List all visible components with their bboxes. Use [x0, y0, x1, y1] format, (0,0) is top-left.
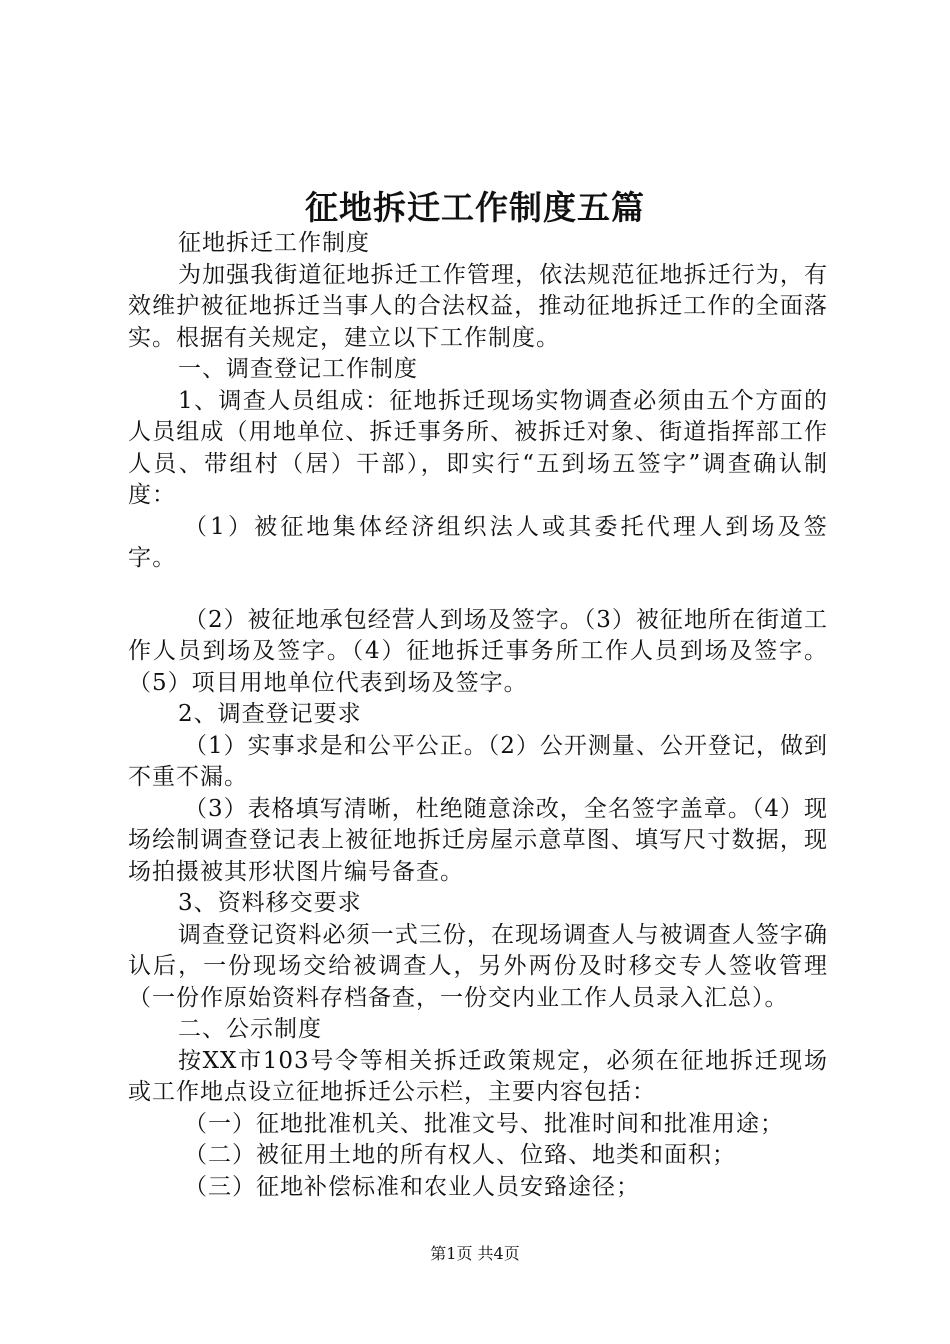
blank-line	[128, 575, 828, 605]
chapter-heading: 二、公示制度	[178, 1016, 322, 1042]
paragraph: 1、调查人员组成：征地拆迁现场实物调查必须由五个方面的人员组成（用地单位、拆迁事务所、被拆迁对象、街道指挥部工作人员、带组村（居）干部），即实行“五到场五签字”调查确认制度：	[128, 387, 828, 508]
list-item: （二）被征用土地的所有权人、位臵、地类和面积；	[184, 1142, 736, 1168]
document-body	[128, 228, 828, 1203]
section-heading: 征地拆迁工作制度	[178, 230, 370, 256]
subsection-heading: 3、资料移交要求	[178, 890, 362, 916]
paragraph: （2）被征地承包经营人到场及签字。（3）被征地所在街道工作人员到场及签字。（4）征地拆迁事务所工作人员到场及签字。（5）项目用地单位代表到场及签字。	[128, 606, 828, 696]
list-item: （1）被征地集体经济组织法人或其委托代理人到场及签字。	[128, 513, 828, 571]
list-item: （一）征地批准机关、批准文号、批准时间和批准用途；	[184, 1110, 784, 1137]
page-footer: 第1页 共4页	[430, 1244, 520, 1263]
paragraph: 按XX市103号令等相关拆迁政策规定，必须在征地拆迁现场或工作地点设立征地拆迁公示栏，主要内容包括：	[128, 1047, 828, 1105]
intro-paragraph: 为加强我街道征地拆迁工作管理，依法规范征地拆迁行为，有效维护被征地拆迁当事人的合法权益，推动征地拆迁工作的全面落实。根据有关规定，建立以下工作制度。	[128, 261, 828, 351]
list-item: （三）征地补偿标准和农业人员安臵途径；	[184, 1173, 640, 1200]
paragraph: （3）表格填写清晰，杜绝随意涂改，全名签字盖章。（4）现场绘制调查登记表上被征地拆迁房屋示意草图、填写尺寸数据，现场拍摄被其形状图片编号备查。	[128, 795, 828, 885]
chapter-heading: 一、调查登记工作制度	[178, 356, 418, 382]
document-title: 征地拆迁工作制度五篇	[305, 188, 645, 227]
paragraph: 调查登记资料必须一式三份，在现场调查人与被调查人签字确认后，一份现场交给被调查人，另外两份及时移交专人签收管理（一份作原始资料存档备查，一份交内业工作人员录入汇总）。	[128, 921, 828, 1011]
paragraph: （1）实事求是和公平公正。（2）公开测量、公开登记，做到不重不漏。	[128, 732, 828, 790]
subsection-heading: 2、调查登记要求	[178, 701, 362, 727]
